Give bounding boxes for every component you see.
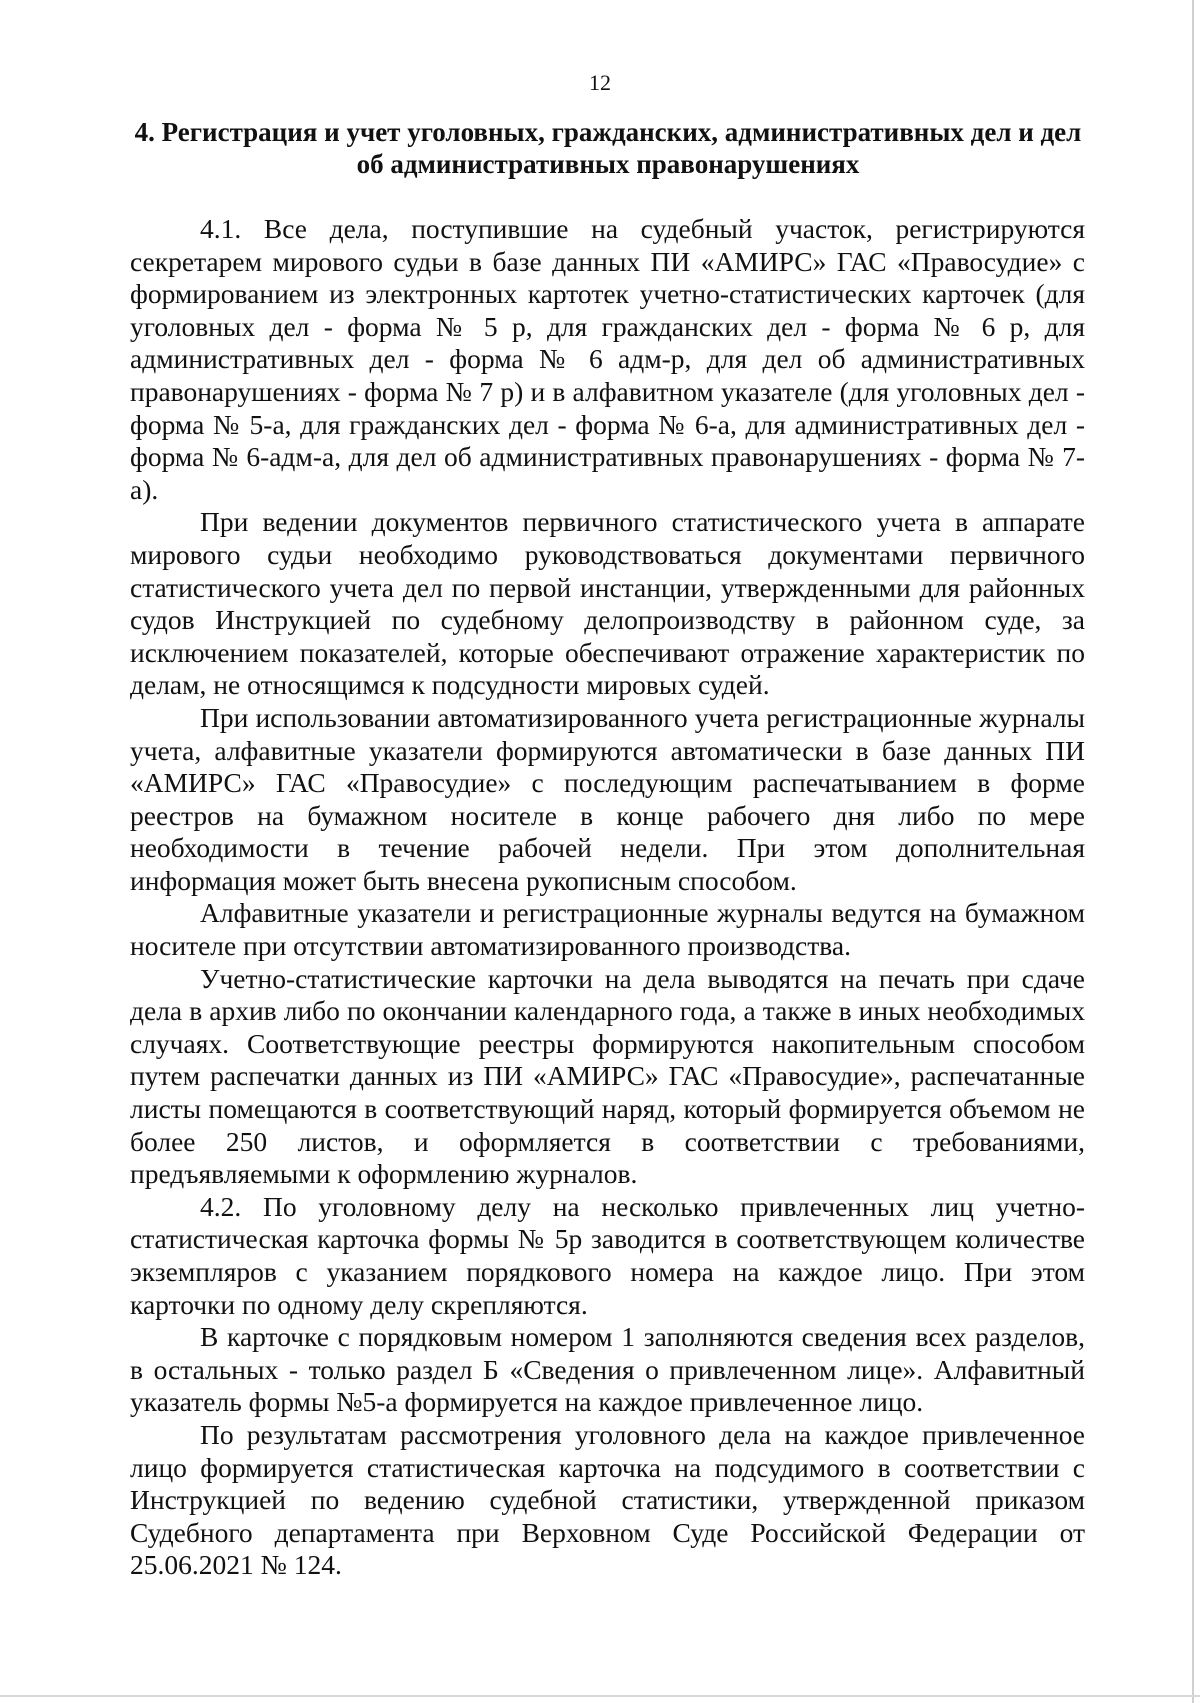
section-heading: 4. Регистрация и учет уголовных, гражданских, административных дел и дел об административных правонарушениях <box>134 117 1082 179</box>
scan-edge-right <box>1192 0 1194 1703</box>
scan-edge-bottom <box>0 1695 1200 1697</box>
paragraph: Учетно-статистические карточки на дела выводятся на печать при сдаче дела в архив либо по окончании календарного года, а также в иных необходимых случаях. Соответствующие реестры формируются накопительным способом путем распечатки данных из ПИ «АМИРС» ГАС «Правосудие», распечатанные листы помещаются в соответствующий наряд, который формируется объемом не более 250 листов, и оформляется в соответствии с требованиями, предъявляемыми к оформлению журналов. <box>130 962 1085 1190</box>
paragraph: При использовании автоматизированного учета регистрационные журналы учета, алфавитные указатели формируются автоматически в базе данных ПИ «АМИРС» ГАС «Правосудие» с последующим распечатыванием в форме реестров на бумажном носителе в конце рабочего дня либо по мере необходимости в течение рабочей недели. При этом дополнительная информация может быть внесена рукописным способом. <box>130 701 1085 896</box>
page-number: 12 <box>589 70 611 95</box>
paragraph: В карточке с порядковым номером 1 заполняются сведения всех разделов, в остальных - только раздел Б «Сведения о привлеченном лице». Алфавитный указатель формы №5-а формируется на каждое привлеченное лицо. <box>130 1321 1085 1418</box>
paragraph: По результатам рассмотрения уголовного дела на каждое привлеченное лицо формируется статистическая карточка на подсудимого в соответствии с Инструкцией по ведению судебной статистики, утвержденной приказом Судебного департамента при Верховном Суде Российской Федерации от 25.06.2021 № 124. <box>130 1418 1085 1581</box>
body-text <box>130 213 1085 1582</box>
paragraph: 4.1. Все дела, поступившие на судебный участок, регистрируются секретарем мирового судьи в базе данных ПИ «АМИРС» ГАС «Правосудие» с формированием из электронных картотек учетно-статистических карточек (для уголовных дел - форма № 5 р, для гражданских дел - форма № 6 р, для административных дел - форма № 6 адм-р, для дел об административных правонарушениях - форма № 7 р) и в алфавитном указателе (для уголовных дел - форма № 5-а, для гражданских дел - форма № 6-а, для административных дел - форма № 6-адм-а, для дел об административных правонарушениях - форма № 7-а). <box>130 213 1085 505</box>
paragraph: 4.2. По уголовному делу на несколько привлеченных лиц учетно-статистическая карточка формы № 5р заводится в соответствующем количестве экземпляров с указанием порядкового номера на каждое лицо. При этом карточки по одному делу скрепляются. <box>130 1190 1085 1320</box>
paragraph: Алфавитные указатели и регистрационные журналы ведутся на бумажном носителе при отсутствии автоматизированного производства. <box>130 897 1085 962</box>
paragraph: При ведении документов первичного статистического учета в аппарате мирового судьи необходимо руководствоваться документами первичного статистического учета дел по первой инстанции, утвержденными для районных судов Инструкцией по судебному делопроизводству в районном суде, за исключением показателей, которые обеспечивают отражение характеристик по делам, не относящимся к подсудности мировых судей. <box>130 506 1085 701</box>
